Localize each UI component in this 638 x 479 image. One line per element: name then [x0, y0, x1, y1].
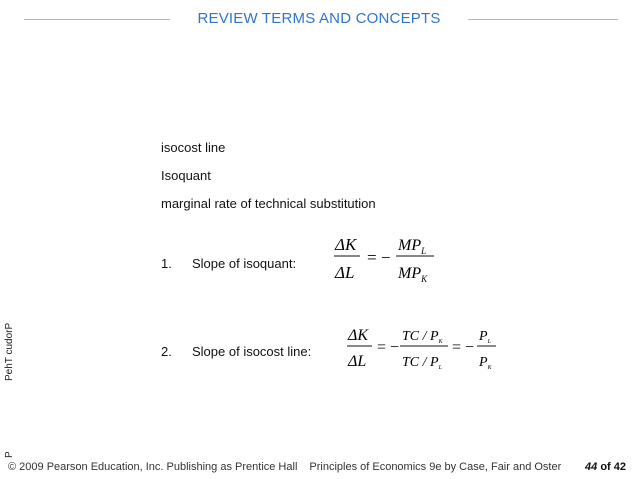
- footer: [8, 461, 561, 473]
- page-current: 44: [585, 461, 598, 473]
- formula-delta-k: ΔK: [348, 327, 369, 344]
- formula-tc-over-pk: TC / $P_K$: [402, 329, 443, 345]
- formula-pk: $P_K$: [479, 355, 492, 371]
- header-rule-left: [24, 19, 170, 20]
- term-isocost-line: isocost line: [161, 140, 226, 155]
- page-title: REVIEW TERMS AND CONCEPTS: [197, 10, 441, 27]
- formula-delta-l: ΔL: [348, 353, 367, 370]
- item-label-isoquant-slope: Slope of isoquant:: [192, 256, 297, 271]
- footer-book-title: Principles of Economics 9e by Case, Fair and Oster: [309, 461, 562, 473]
- page-total: of 42: [600, 461, 626, 473]
- item-number-2: 2.: [161, 344, 172, 359]
- header-rule-right: [468, 19, 618, 20]
- item-number-1: 1.: [161, 256, 172, 271]
- term-isoquant: Isoquant: [161, 168, 211, 183]
- formula-equals-minus: = −: [377, 339, 400, 356]
- side-label: PehT cudorP: [4, 322, 15, 381]
- formula-equals-minus: = −: [452, 339, 475, 356]
- isocost-slope-formula: [344, 320, 500, 376]
- formula-tc-over-pl: TC / $P_L$: [402, 355, 442, 371]
- formula-mpl: $MP_L$: [398, 237, 427, 256]
- formula-mpk: $MP_K$: [398, 265, 428, 284]
- formula-equals-minus: = −: [367, 248, 391, 267]
- footer-copyright: © 2009 Pearson Education, Inc. Publishing as Prentice Hall: [8, 461, 298, 473]
- isoquant-slope-formula: [330, 229, 440, 289]
- side-label-overlap: P: [4, 451, 15, 458]
- item-label-isocost-slope: Slope of isocost line:: [192, 344, 312, 359]
- formula-delta-k: ΔK: [335, 235, 357, 254]
- term-mrts: marginal rate of technical substitution: [161, 196, 376, 211]
- page-number: [585, 461, 626, 473]
- formula-pl: $P_L$: [479, 329, 491, 345]
- formula-delta-l: ΔL: [335, 263, 355, 282]
